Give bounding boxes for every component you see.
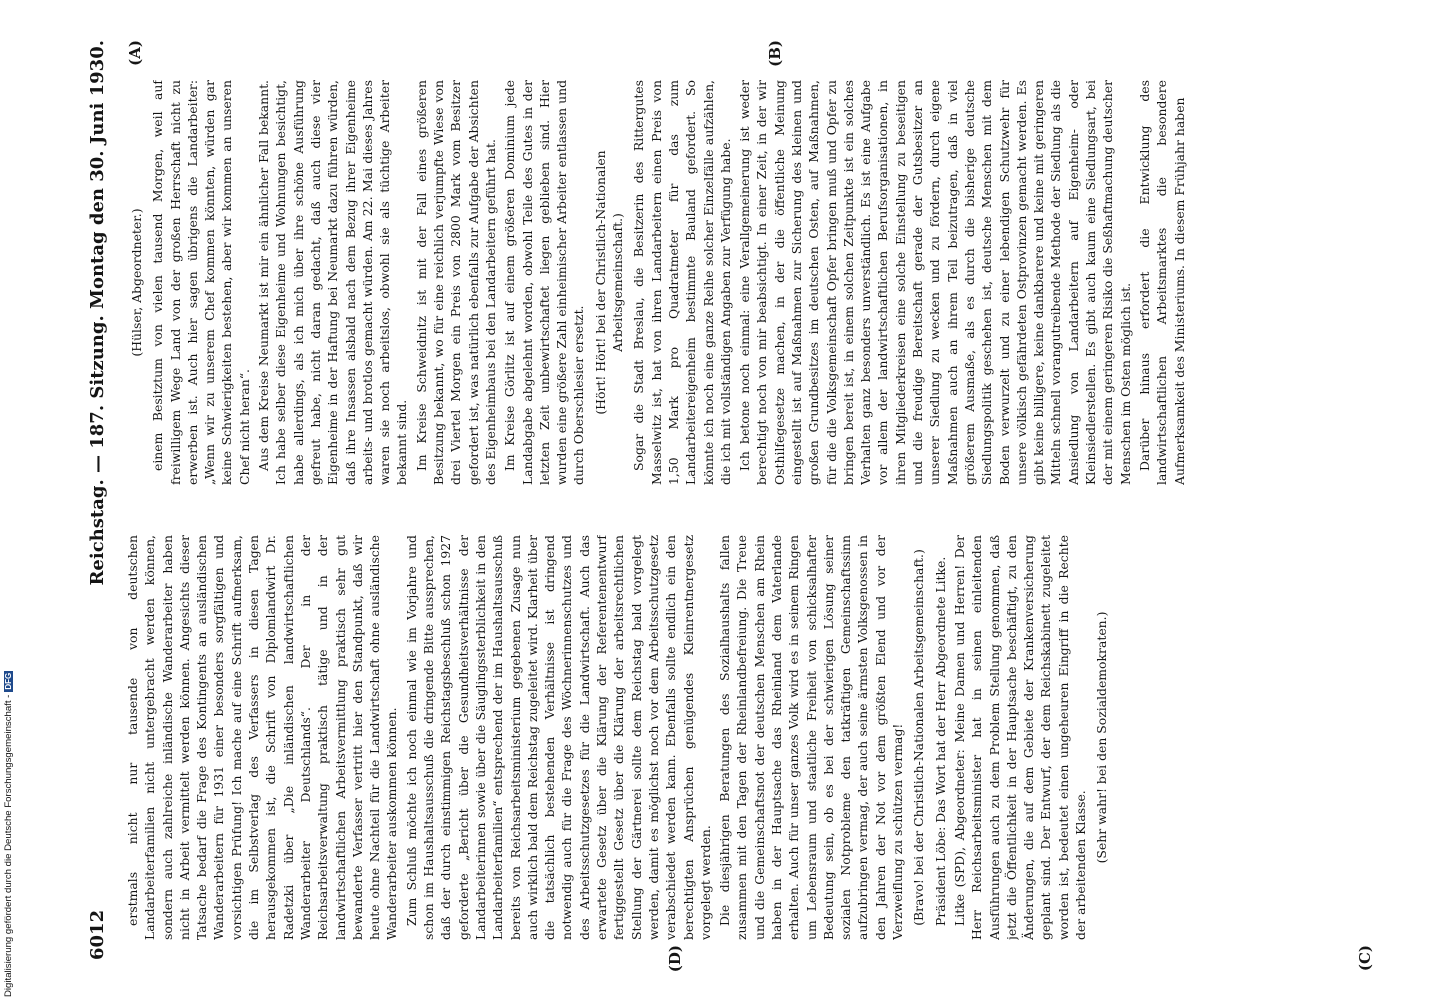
paragraph: Im Kreise Schweidnitz ist mit der Fall eines größeren Besitzung bekannt, wo für eine reichlich verjumpfte Wiese von drei Viertel Morgen ein Preis von 2800 Mark vom Besitzer gefordert ist, was natürlich ebenfalls zur Aufgabe der Absichten des Eigenheimbaus bei den Landarbeitern geführt hat. [413,80,498,485]
interjection: (Hört! Hört! bei der Christlich-Nationalen Arbeitsgemeinschaft.) [592,150,626,415]
margin-marker-a: (A) [126,40,144,66]
paragraph: Darüber hinaus erfordert die Entwicklung des landwirtschaftlichen Arbeitsmarktes die besondere Aufmerksamkeit des Ministeriums. In diesem Frühjahr haben [1136,80,1187,485]
page-number: 6012 [86,909,108,960]
digitization-credit [3,597,17,997]
page-header [82,40,112,960]
interjection: (Bravo! bei der Christlich-Nationalen Arbeitsgemeinschaft.) [911,549,927,926]
column-left [124,80,1394,485]
speaker-line: (Hülser, Abgeordneter.) [129,208,144,357]
column-right [124,535,1394,940]
margin-marker-d: (D) [666,945,684,973]
credit-text: Digitalisierung gefördert durch die Deutsche Forschungsgemeinschaft - [3,694,14,997]
paragraph: Im Kreise Görlitz ist auf einem größeren Dominium jede Landabgabe abgelehnt worden, obwohl Teile des Gutes in der letzten Zeit unbewirtschaftet liegen geblieben sind. Hier wurden eine größere Zahl einheimischer Arbeiter entlassen und durch Oberschlesier ersetzt. [502,80,587,485]
interjection: (Sehr wahr! bei den Sozialdemokraten.) [1094,611,1110,864]
paragraph: erstmals nicht nur tausende von deutschen Landarbeiterfamilien nicht untergebracht werden können, sondern auch zahlreiche inländische Wanderarbeiter haben nicht in Arbeit vermittelt werden können. Angesichts dieser Tatsache bedarf die Frage des Kontingents an ausländischen Wanderarbeitern für 1931 einer besonders sorgfältigen und vorsichtigen Prüfung! Ich mache auf eine Schrift aufmerksam, die im Selbstverlag des Verfassers in diesen Tagen herausgekommen ist, die Schrift von Diplomlandwirt Dr. Radetzki über „Die inländischen landwirtschaftlichen Wanderarbeiter Deutschlands“. Der in der Reichsarbeitsverwaltung praktisch tätige und in der landwirtschaftlichen Arbeitsvermittlung praktisch sehr gut bewanderte Verfasser vertritt hier den Standpunkt, daß wir heute ohne Nachteil für die Landwirtschaft ohne ausländische Wanderarbeiter auskommen können. [125,535,400,940]
paragraph: Präsident Löbe: Das Wort hat der Herr Abgeordnete Litke. [932,556,948,926]
paragraph: Zum Schluß möchte ich noch einmal wie im Vorjahre und schon im Haushaltsausschuß die dringende Bitte aussprechen, daß der durch einstimmigen Reichstagsbeschluß schon 1927 geforderte „Bericht über die Gesundheitsverhältnisse der Landarbeiterinnen sowie über die Säuglingssterblichkeit in den Landarbeiterfamilien“ entsprechend der im Haushaltsausschuß bereits von Reichsarbeitsministerium gegebenen Zusage nun auch wirklich bald dem Reichstag zugeleitet wird. Klarheit über die tatsächlich bestehenden Verhältnisse ist dringend notwendig auch für die Frage des Wöchnerinnenschutzes und des Arbeitsschutzgesetzes für die Landwirtschaft. Auch das erwartete Gesetz über die Klärung der Referentenentwurf fertiggestellt Gesetz über die Klärung der arbeitsrechtlichen Stellung der Gärtnerei sollte dem Reichstag bald vorgelegt werden, damit es möglichst noch vor dem Arbeitsschutzgesetz verabschiedet werden kann. Ebenfalls sollte endlich ein den berechtigten Ansprüchen genügendes Kleinrentnergesetz vorgelegt werden. [403,535,713,940]
paragraph: Ich betone noch einmal: eine Verallgemeinerung ist weder berechtigt noch von mir beabsichtigt. In einer Zeit, in der wir Osthilfegesetze machen, in der die öffentliche Meinung eingestellt ist auf Maßnahmen zur Sicherung des kleinen und großen Grundbesitzes im deutschen Osten, auf Maßnahmen, für die die Volksgemeinschaft Opfer bringen muß und Opfer zu bringen bereit ist, in einem solchen Zeitpunkte ist ein solches Verhalten ganz besonders unverständlich. Es ist eine Aufgabe vor allem der landwirtschaftlichen Berufsorganisationen, in ihren Mitgliederkreisen eine solche Einstellung zu beseitigen und die freudige Bereitschaft gerade der Gutsbesitzer an unserer Siedlung zu wecken und zu fördern, durch eigene Maßnahmen auch an ihrem Teil beizutragen, daß in viel größerem Ausmaße, als es durch die bisherige deutsche Siedlungspolitik geschehen ist, deutsche Menschen mit dem Boden verwurzelt und zu einer lebendigen Schutzwehr für unsere völkisch gefährdeten Ostprovinzen gemacht werden. Es gibt keine billigere, keine dankbarere und keine mit geringeren Mitteln schnell vorangutreibende Methode der Siedlung als die Ansiedlung von Landarbeitern auf Eigenheim- oder Kleinsiedlerstellen. Es gibt auch kaum eine Siedlungsart, bei der mit einem geringeren Risiko die Seßhaftmachung deutscher Menschen im Osten möglich ist. [737,80,1133,485]
paragraph: Sogar die Stadt Breslau, die Besitzerin des Rittergutes Masselwitz ist, hat von ihren Landarbeitern einen Preis von 1,50 Mark pro Quadratmeter für das zum Landarbeitereigenheim bestimmte Bauland gefordert. So könnte ich noch eine ganze Reihe solcher Einzelfälle aufzählen, die ich mit vollständigen Angaben zur Verfügung habe. [631,80,733,485]
paragraph: Aus dem Kreise Neumarkt ist mir ein ähnlicher Fall bekannt. Ich habe selber diese Eigenheime und Wohnungen besichtigt, habe allerdings, als ich mich über ihre schöne Ausführung gefreut habe, nicht daran gedacht, daß auch diese vier Eigenheime in der Haftung bei Neumarkt dazu führen würden, daß ihre Insassen alsbald nach dem Bezug ihrer Eigenheime arbeits- und brotlos gemacht würden. Am 22. Mai dieses Jahres waren sie noch arbeitslos, obwohl sie als tüchtige Arbeiter bekannt sind. [256,80,410,485]
page-title: Reichstag. — 187. Sitzung. Montag den 30. Juni 1930. [86,40,108,586]
margin-marker-c: (C) [1356,945,1374,972]
margin-marker-b: (B) [766,40,784,67]
dfg-logo: DFG [4,672,13,690]
paragraph: einem Besitztum von vielen tausend Morgen, weil auf freiwilligem Wege Land von der großen Herrschaft nicht zu erwerben ist. Auch hier sagen übrigens die Landarbeiter: „Wenn wir zu unserem Chef kommen könnten, würden gar keine Schwierigkeiten bestehen, aber wir kommen an unseren Chef nicht heran“. [150,80,252,485]
paragraph: Die diesjährigen Beratungen des Sozialhaushalts fallen zusammen mit den Tagen der Rheinlandbefreiung. Die Treue und die Gemeinschaftsnot der deutschen Menschen am Rhein haben in der Hauptsache das Rheinland dem Vaterlande erhalten. Auch für unser ganzes Volk wird es in seinem Ringen um Lebensraum und staatliche Freiheit von schicksalhafter Bedeutung sein, ob es bei der schwierigen Lösung seiner sozialen Notprobleme den tatkräftigen Gemeinschaftssinn aufzubringen vermag, der auch seine ärmsten Volksgenossen in den Jahren der Not vor dem größten Elend und vor der Verzweiflung zu schützen vermag! [717,535,906,940]
paragraph: Litke (SPD), Abgeordneter: Meine Damen und Herren! Der Herr Reichsarbeitsminister hat in seinen einleitenden Ausführungen auch zu dem Problem Stellung genommen, daß jetzt die Öffentlichkeit in der Hauptsache beschäftigt, zu den Änderungen, die auf dem Gebiete der Krankenversicherung geplant sind. Der Entwurf, der dem Reichskabinett zugeleitet worden ist, bedeutet einen ungeheuren Eingriff in die Rechte der arbeitenden Klasse. [951,535,1089,940]
